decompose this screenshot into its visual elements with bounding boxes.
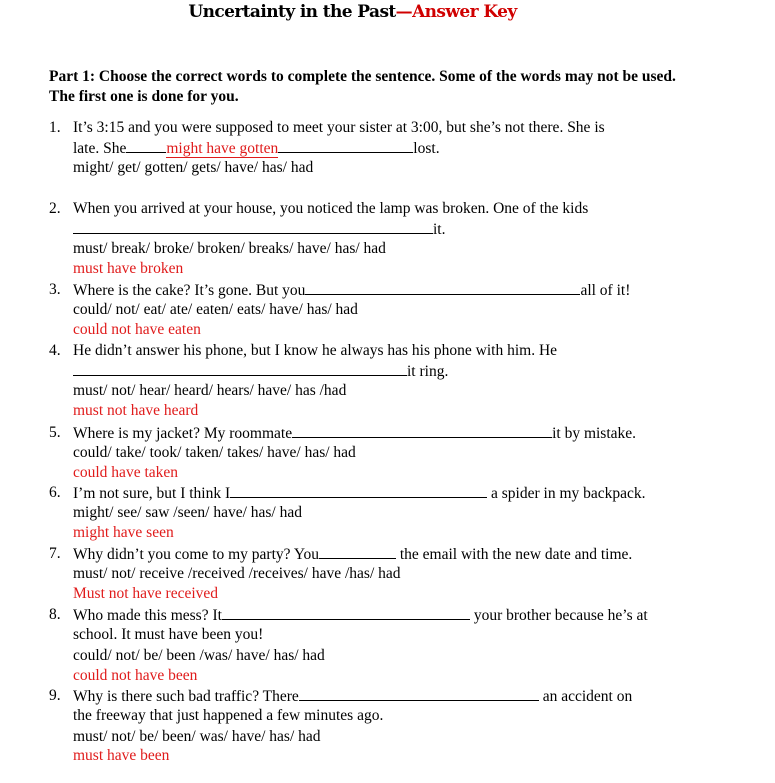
item-number: 5. [49, 424, 61, 441]
answer-blank [319, 544, 396, 559]
item-number: 4. [49, 342, 61, 359]
word-options: could/ not/ be/ been /was/ have/ has/ had [73, 647, 325, 664]
word-options: must/ not/ hear/ heard/ hears/ have/ has /had [73, 382, 347, 399]
answer-blank [305, 280, 580, 295]
page-title [0, 2, 705, 22]
title-main: Uncertainty in the Past [188, 2, 396, 22]
item-line [73, 544, 632, 565]
part1-instructions: Part 1: Choose the correct words to complete the sentence. Some of the words may not be used. The first one is done for you. [49, 68, 676, 105]
item-text: it. [433, 221, 446, 238]
item-line [73, 280, 630, 301]
item-line [73, 423, 636, 444]
answer-text: might have seen [73, 524, 174, 541]
item-number: 6. [49, 484, 61, 501]
item-number: 7. [49, 545, 61, 562]
item-line [73, 361, 448, 382]
answer-text: could not have eaten [73, 321, 201, 338]
answer-blank [73, 219, 433, 234]
item-line [73, 138, 440, 159]
answer-blank [299, 686, 539, 701]
item-text: the email with the new date and time. [399, 546, 633, 563]
answer-blank [126, 138, 166, 153]
item-number: 3. [49, 281, 61, 298]
item-text: it ring. [407, 363, 449, 380]
item-number: 9. [49, 687, 61, 704]
answer-text: must have broken [73, 260, 184, 277]
answer-blank [230, 483, 487, 498]
title-dash: — [395, 2, 413, 22]
answer-text: could have taken [73, 464, 179, 481]
answer-text: could not have been [73, 667, 198, 684]
answer-text: might have gotten [166, 140, 279, 157]
title-answer-key: Answer Key [412, 2, 517, 22]
answer-blank [292, 423, 552, 438]
word-options: must/ not/ be/ been/ was/ have/ has/ had [73, 728, 321, 745]
item-line: He didn’t answer his phone, but I know he always has his phone with him. He [73, 342, 558, 359]
item-text: late. She [73, 140, 127, 157]
item-number: 8. [49, 606, 61, 623]
item-text: Why is there such bad traffic? There [73, 688, 299, 705]
word-options: could/ take/ took/ taken/ takes/ have/ has/ had [73, 444, 356, 461]
word-options: might/ get/ gotten/ gets/ have/ has/ had [73, 159, 314, 176]
answer-text: must have been [73, 747, 170, 764]
item-text: your brother because he’s at [473, 607, 648, 624]
word-options: must/ not/ receive /received /receives/ have /has/ had [73, 565, 401, 582]
item-text: all of it! [580, 282, 631, 299]
item-text: I’m not sure, but I think I [73, 485, 231, 502]
answer-blank [73, 361, 407, 376]
item-text: Why didn’t you come to my party? You [73, 546, 319, 563]
word-options: might/ see/ saw /seen/ have/ has/ had [73, 504, 302, 521]
item-number: 1. [49, 119, 61, 136]
item-text: an accident on [542, 688, 633, 705]
item-text: a spider in my backpack. [491, 485, 646, 502]
answer-blank [222, 605, 470, 620]
item-text: Where is the cake? It’s gone. But you [73, 282, 306, 299]
item-number: 2. [49, 200, 61, 217]
item-line [73, 483, 646, 504]
word-options: could/ not/ eat/ ate/ eaten/ eats/ have/ has/ had [73, 301, 358, 318]
item-text: lost. [413, 140, 440, 157]
item-line [73, 686, 632, 707]
item-line: It’s 3:15 and you were supposed to meet your sister at 3:00, but she’s not there. She is [73, 119, 605, 136]
answer-text: must not have heard [73, 402, 199, 419]
word-options: must/ break/ broke/ broken/ breaks/ have/ has/ had [73, 240, 386, 257]
item-line: the freeway that just happened a few minutes ago. [73, 707, 384, 724]
answer-blank [278, 138, 413, 153]
item-line: When you arrived at your house, you noticed the lamp was broken. One of the kids [73, 200, 589, 217]
item-line [73, 605, 648, 626]
item-line [73, 219, 446, 240]
item-text: Who made this mess? It [73, 607, 222, 624]
item-line: school. It must have been you! [73, 626, 264, 643]
answer-text: Must not have received [73, 585, 219, 602]
item-text: it by mistake. [552, 425, 637, 442]
item-text: Where is my jacket? My roommate [73, 425, 293, 442]
